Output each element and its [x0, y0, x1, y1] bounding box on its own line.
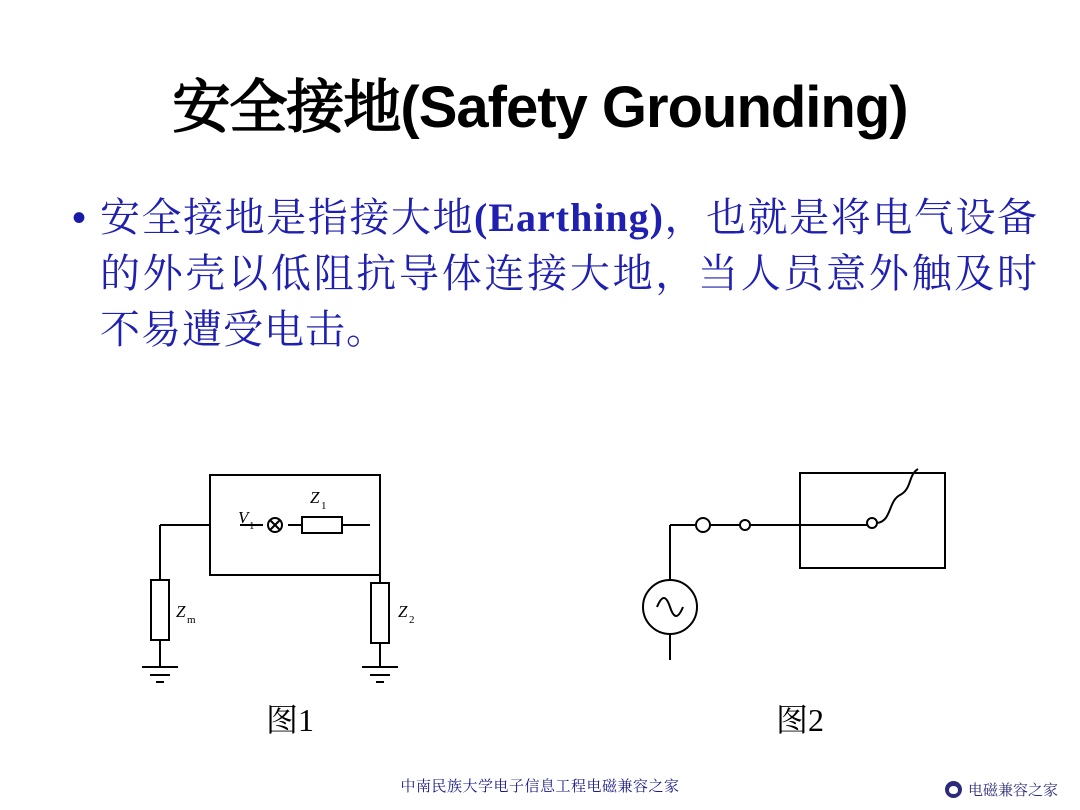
watermark-logo-icon — [945, 781, 962, 798]
figure-1-label-zm-sub: m — [187, 614, 196, 626]
figure-1-label-source-sub: 1 — [249, 520, 255, 532]
figure-1-label-zm: Z — [176, 602, 186, 621]
bullet-text — [100, 190, 1038, 358]
figure-1-caption: 图1 — [265, 702, 314, 738]
footer-text: 中南民族大学电子信息工程电磁兼容之家 — [400, 778, 680, 795]
figure-1-label-z2-sub: 2 — [409, 614, 415, 626]
figure-1-label-z2: Z — [398, 602, 408, 621]
bullet-text-post: ，也就是将电气设备的外壳以低阻抗导体连接大地，当人员意外触及时不易遭受电击。 — [100, 195, 1038, 352]
footer — [0, 775, 1080, 796]
bullet-paragraph — [58, 190, 1038, 358]
figure-1 — [120, 455, 520, 745]
bullet-marker: • — [71, 196, 86, 240]
figure-1-label-z1-sub: 1 — [321, 500, 327, 512]
figures-area — [0, 455, 1080, 745]
figure-1-label-source: V — [238, 508, 249, 527]
bullet-text-pre: 安全接地是指接大地 — [100, 195, 474, 240]
watermark — [945, 779, 1058, 800]
page-title: 安全接地(Safety Grounding) — [172, 75, 908, 140]
figure-2-caption: 图2 — [775, 702, 824, 738]
figure-1-label-z1: Z — [310, 488, 320, 507]
watermark-label: 电磁兼容之家 — [967, 782, 1058, 799]
bullet-text-bold: (Earthing) — [474, 195, 664, 240]
figure-2 — [600, 455, 1020, 745]
